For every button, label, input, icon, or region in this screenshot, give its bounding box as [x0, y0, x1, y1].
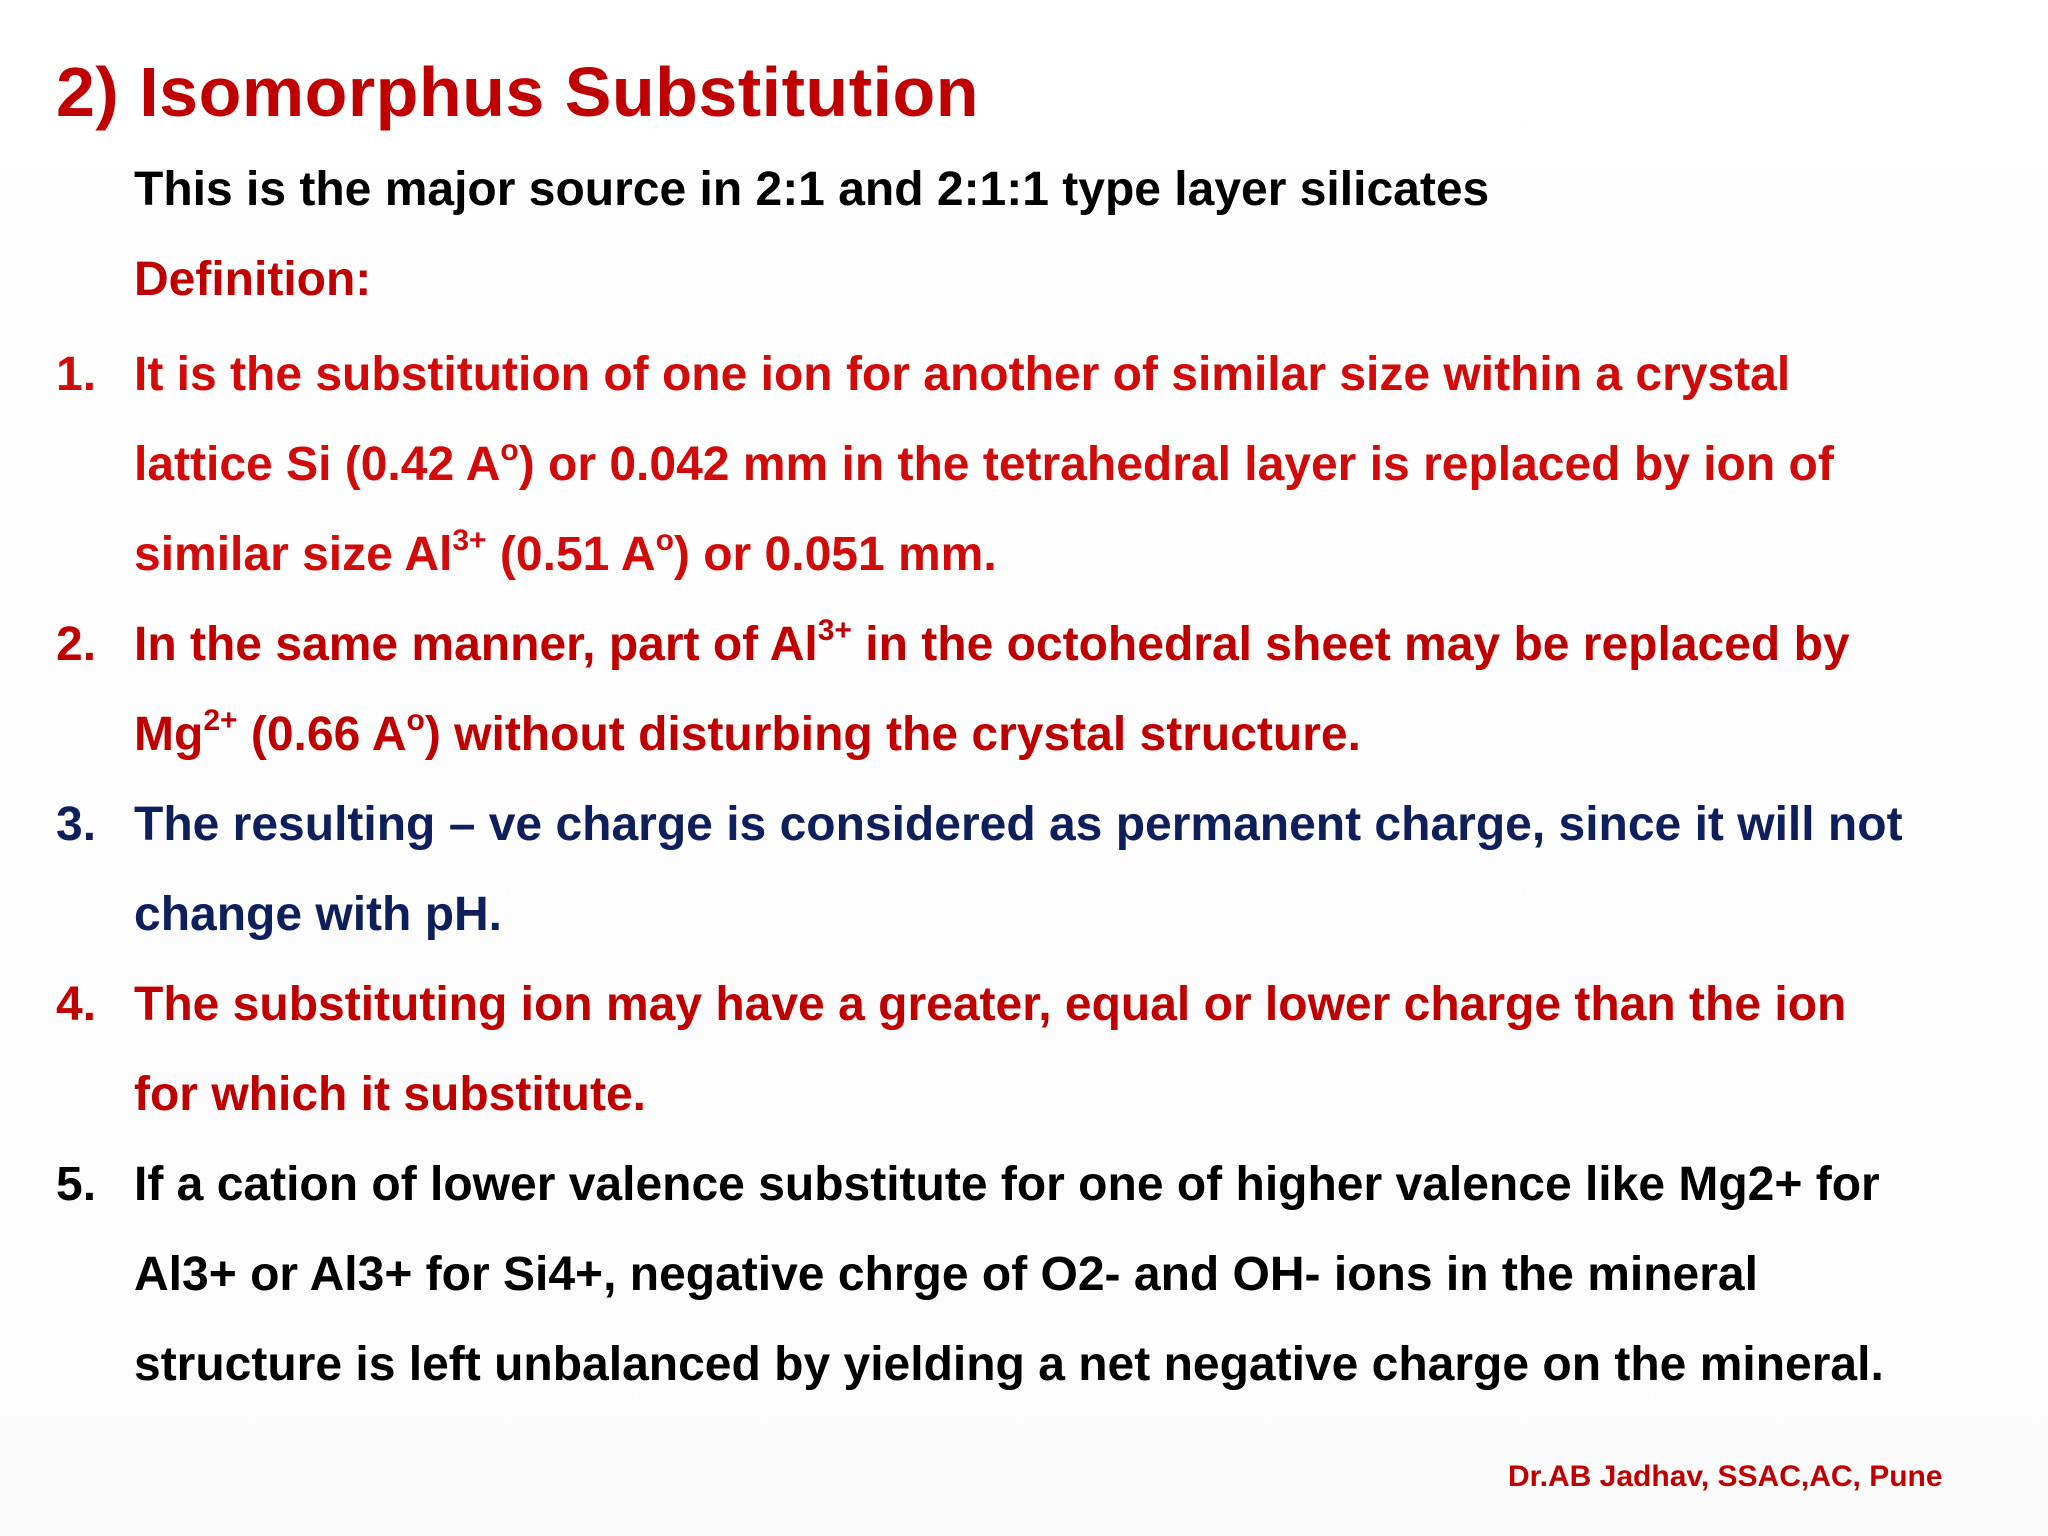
- slide-subtitle: This is the major source in 2:1 and 2:1:1 type layer silicates: [134, 163, 1490, 216]
- text-run: ) or 0.051 mm.: [673, 528, 997, 581]
- list-item-5: [56, 1140, 1986, 1410]
- superscript: 2+: [203, 704, 238, 737]
- list-item-4: [56, 960, 1986, 1140]
- list-number: 2.: [56, 618, 97, 671]
- superscript: o: [406, 704, 425, 737]
- text-run: In the same manner, part of Al: [134, 618, 818, 671]
- text-run: lattice Si (0.42 A: [134, 438, 501, 491]
- author-footer: Dr.AB Jadhav, SSAC,AC, Pune: [1508, 1460, 1943, 1493]
- definition-list: [56, 330, 1986, 1410]
- list-item-1: [56, 330, 1986, 600]
- list-line: for which it substitute.: [134, 1068, 646, 1121]
- superscript: o: [500, 434, 519, 467]
- text-run: Mg: [134, 708, 204, 761]
- text-run: ) without disturbing the crystal structure.: [424, 708, 1361, 761]
- text-run: (0.66 A: [237, 708, 407, 761]
- list-line: If a cation of lower valence substitute for one of higher valence like Mg2+ for: [134, 1158, 1880, 1211]
- text-run: ) or 0.042 mm in the tetrahedral layer is replaced by ion of: [518, 438, 1834, 491]
- list-line: [134, 420, 1986, 510]
- definition-label: Definition:: [134, 253, 372, 306]
- list-line: [134, 510, 1986, 600]
- superscript: o: [655, 524, 674, 557]
- list-number: 3.: [56, 798, 97, 851]
- slide-title: 2) Isomorphus Substitution: [56, 53, 979, 131]
- list-line: [134, 690, 1986, 780]
- list-line: Al3+ or Al3+ for Si4+, negative chrge of O2- and OH- ions in the mineral: [134, 1248, 1758, 1301]
- superscript: 3+: [452, 524, 487, 557]
- list-line: It is the substitution of one ion for another of similar size within a crystal: [134, 348, 1791, 401]
- list-item-3: [56, 780, 1986, 960]
- list-line: [134, 600, 1986, 690]
- text-run: (0.51 A: [486, 528, 656, 581]
- list-line: The substituting ion may have a greater, equal or lower charge than the ion: [134, 978, 1847, 1031]
- list-number: 5.: [56, 1158, 97, 1211]
- text-run: in the octohedral sheet may be replaced by: [851, 618, 1850, 671]
- list-line: The resulting – ve charge is considered as permanent charge, since it will not: [134, 798, 1903, 851]
- list-item-2: [56, 600, 1986, 780]
- text-run: similar size Al: [134, 528, 453, 581]
- list-line: change with pH.: [134, 888, 503, 941]
- list-number: 4.: [56, 978, 97, 1031]
- list-number: 1.: [56, 348, 97, 401]
- superscript: 3+: [817, 614, 852, 647]
- list-line: structure is left unbalanced by yielding a net negative charge on the mineral.: [134, 1338, 1884, 1391]
